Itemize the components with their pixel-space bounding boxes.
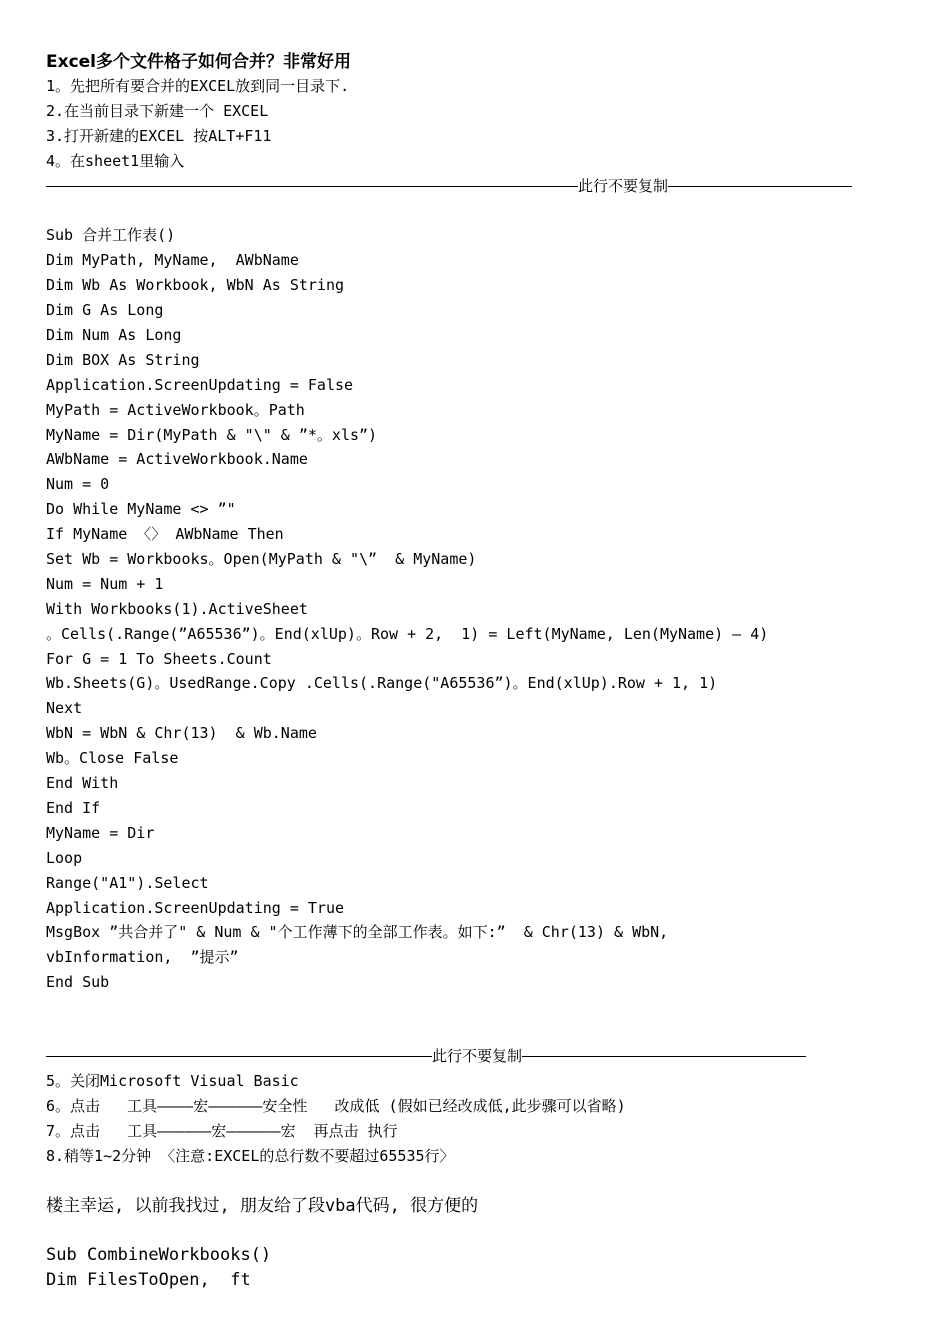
separator-dash — [668, 186, 852, 187]
code-line: MyPath = ActiveWorkbook。Path — [46, 400, 305, 419]
code-line: Dim FilesToOpen, ft — [46, 1270, 251, 1291]
code-line: WbN = WbN & Chr(13) & Wb.Name — [46, 724, 317, 743]
code-line: If MyName 〈〉 AWbName Then — [46, 525, 284, 544]
code-line: MsgBox ”共合并了" & Num & "个工作薄下的全部工作表。如下:” & Chr(13) & WbN, — [46, 923, 669, 942]
code-line: For G = 1 To Sheets.Count — [46, 649, 272, 668]
blank-line — [46, 995, 926, 1044]
instructions-bottom — [46, 1069, 926, 1169]
code-line: Wb。Close False — [46, 749, 179, 768]
step-1: 1。先把所有要合并的EXCEL放到同一目录下. — [46, 77, 350, 95]
separator-top — [46, 174, 926, 199]
code-line: With Workbooks(1).ActiveSheet — [46, 599, 308, 618]
code-line: Next — [46, 699, 83, 718]
step-3: 3.打开新建的EXCEL 按ALT+F11 — [46, 126, 272, 145]
separator-label: 此行不要复制 — [432, 1047, 523, 1066]
code-line: Wb.Sheets(G)。UsedRange.Copy .Cells(.Range("A65536”)。End(xlUp).Row + 1, 1) — [46, 674, 718, 693]
instructions-top — [46, 74, 926, 174]
code-line: Num = 0 — [46, 475, 110, 494]
separator-label: 此行不要复制 — [578, 176, 669, 195]
step-8: 8.稍等1~2分钟 〈注意:EXCEL的总行数不要超过65535行〉 — [46, 1146, 455, 1165]
step-2: 2.在当前目录下新建一个 EXCEL — [46, 101, 269, 120]
code-line: End With — [46, 774, 119, 793]
code-line: MyName = Dir(MyPath & "\" & ”*。xls”) — [46, 425, 378, 444]
separator-dash — [522, 1056, 806, 1057]
step-7: 7。点击 工具——————宏——————宏 再点击 执行 — [46, 1121, 398, 1140]
code-line: MyName = Dir — [46, 823, 155, 842]
code-line: End If — [46, 798, 101, 817]
blank-line — [46, 1169, 926, 1194]
code-line: Loop — [46, 848, 83, 867]
code-line: Set Wb = Workbooks。Open(MyPath & "\” & MyName) — [46, 550, 477, 569]
code-line: AWbName = ActiveWorkbook.Name — [46, 450, 308, 469]
code-line: Dim G As Long — [46, 301, 164, 320]
page-title: Excel多个文件格子如何合并？非常好用 — [46, 52, 352, 72]
code-line: Range("A1").Select — [46, 873, 209, 892]
code-line: 。Cells(.Range(”A65536”)。End(xlUp)。Row + 2, 1) = Left(MyName, Len(MyName) — 4) — [46, 624, 769, 643]
separator-dash — [46, 186, 578, 187]
code-line: Dim MyPath, MyName, AWbName — [46, 251, 299, 270]
reply-note: 楼主幸运, 以前我找过, 朋友给了段vba代码, 很方便的 — [46, 1195, 479, 1216]
document-page — [46, 50, 926, 1293]
vba-code-block — [46, 223, 926, 995]
code-line: Dim Wb As Workbook, WbN As String — [46, 276, 345, 295]
code-line: Application.ScreenUpdating = True — [46, 898, 345, 917]
vba-code-block-2 — [46, 1243, 926, 1293]
code-line: Num = Num + 1 — [46, 574, 164, 593]
blank-line — [46, 1218, 926, 1243]
code-line: Do While MyName <> ”" — [46, 500, 236, 519]
blank-line — [46, 198, 926, 223]
separator-bottom — [46, 1044, 926, 1069]
code-line: Dim Num As Long — [46, 326, 182, 345]
step-4: 4。在sheet1里输入 — [46, 151, 185, 170]
code-line: Dim BOX As String — [46, 350, 200, 369]
code-line: End Sub — [46, 973, 110, 992]
step-6: 6。点击 工具————宏——————安全性 改成低 (假如已经改成低,此步骤可以省略) — [46, 1096, 626, 1115]
step-5: 5。关闭Microsoft Visual Basic — [46, 1071, 299, 1090]
separator-dash — [46, 1056, 432, 1057]
code-line: Application.ScreenUpdating = False — [46, 375, 354, 394]
code-line: vbInformation, ”提示” — [46, 948, 239, 967]
code-line: Sub 合并工作表() — [46, 226, 176, 245]
code-line: Sub CombineWorkbooks() — [46, 1245, 272, 1266]
